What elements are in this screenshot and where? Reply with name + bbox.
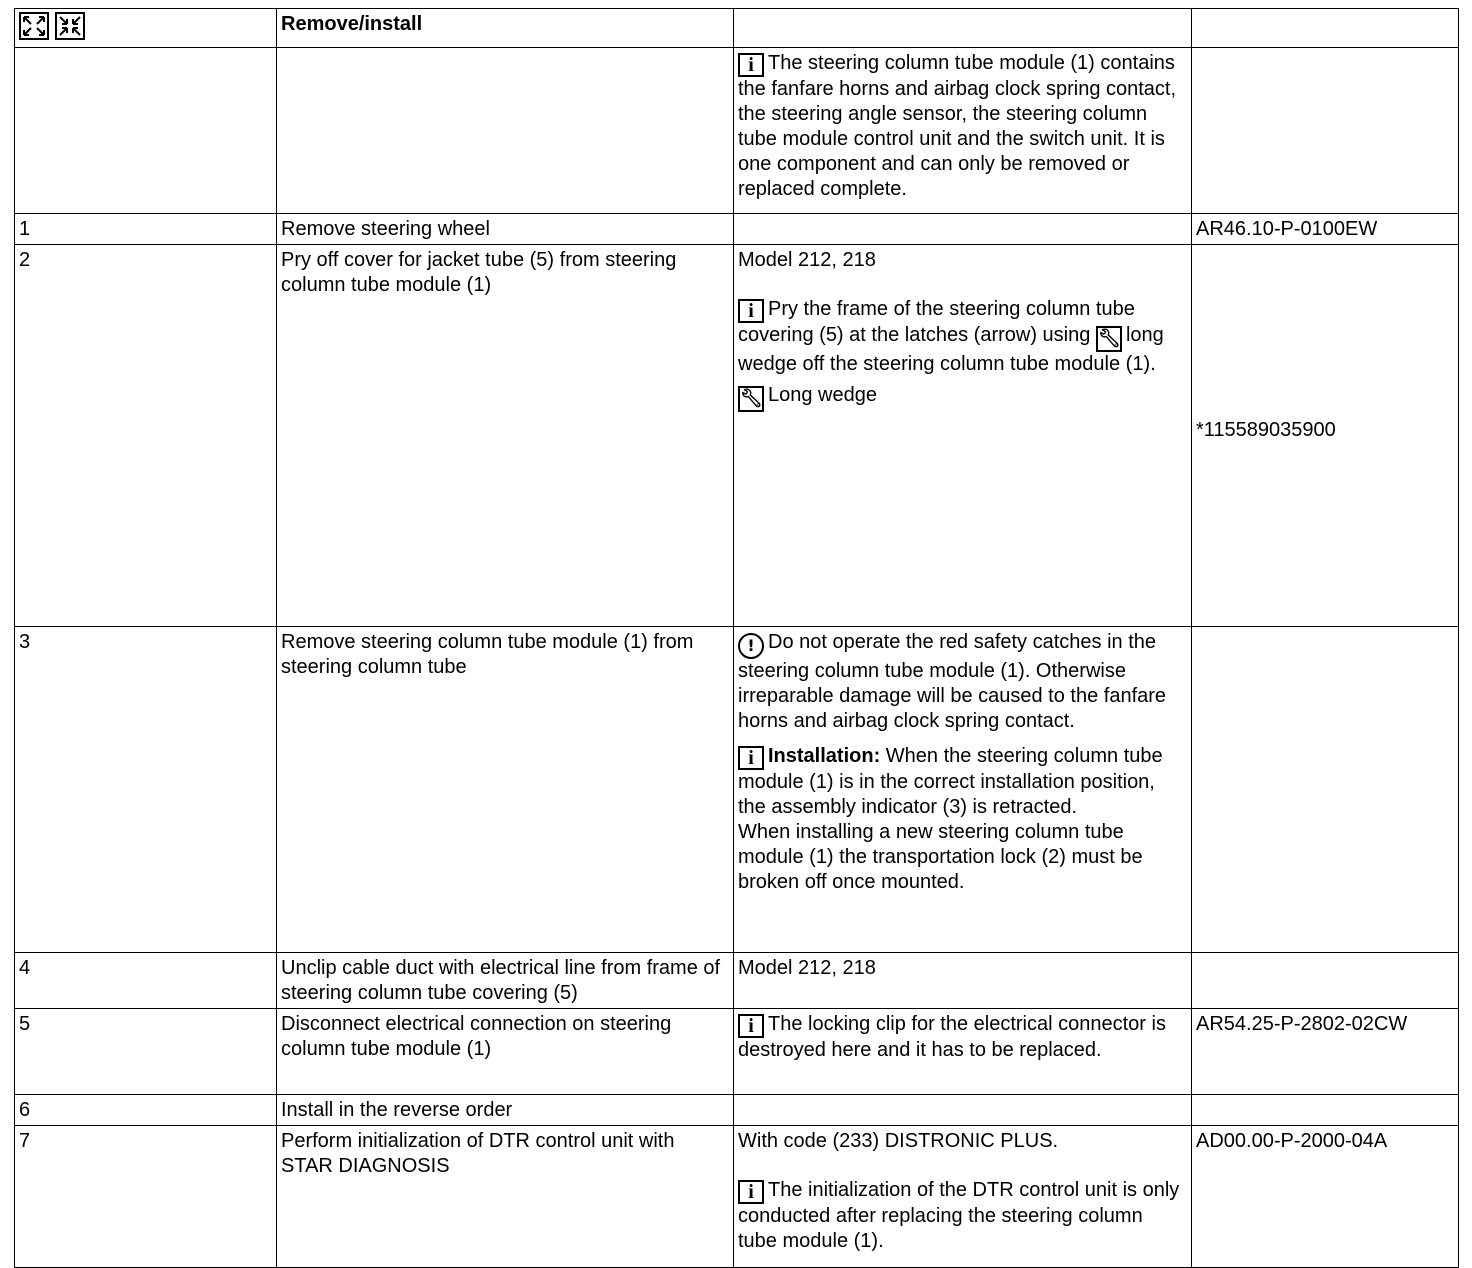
table-row (15, 1126, 1459, 1268)
warning-text: Do not operate the red safety catches in the steering column tube module (1). Otherwise irreparable damage will be caused to the fanfare horns and airbag clock spring contact. (738, 631, 1167, 732)
step-number: 1 (15, 214, 277, 245)
step-number: 6 (15, 1095, 277, 1126)
tool-label: Long wedge (768, 384, 877, 406)
header-icons-cell (15, 9, 277, 48)
step-reference-link[interactable]: AD00.00-P-2000-04A (1192, 1126, 1459, 1268)
collapse-icon[interactable] (55, 12, 85, 40)
step-reference-link[interactable]: AR46.10-P-0100EW (1192, 214, 1459, 245)
table-row (15, 953, 1459, 1009)
installation-text-2: When installing a new steering column tube module (1) the transportation lock (2) must be broken off once mounted. (738, 821, 1143, 893)
header-title-text: Remove/install (281, 13, 423, 35)
header-title (277, 9, 734, 48)
note-text: The initialization of the DTR control unit is only conducted after replacing the steering column tube module (1). (738, 1179, 1180, 1252)
header-row (15, 9, 1459, 48)
table-row (15, 1095, 1459, 1126)
wrench-tool-icon: 🔧︎ (1096, 326, 1122, 352)
step-notes (734, 1126, 1192, 1268)
installation-text: When the steering column tube module (1) is in the correct installation position, the assembly indicator (3) is retracted. (738, 745, 1163, 818)
step-action: Pry off cover for jacket tube (5) from steering column tube module (1) (277, 245, 734, 627)
info-icon: i (738, 299, 764, 323)
step-number: 2 (15, 245, 277, 627)
intro-row (15, 48, 1459, 214)
step-action: Remove steering column tube module (1) from steering column tube (277, 627, 734, 953)
step-number: 3 (15, 627, 277, 953)
procedure-table (14, 8, 1459, 1268)
step-notes (734, 627, 1192, 953)
header-empty-cell-3 (734, 9, 1192, 48)
warning-icon: ! (738, 633, 764, 659)
intro-note (734, 48, 1192, 214)
model-text: Model 212, 218 (738, 249, 876, 271)
step-reference-link[interactable]: AR54.25-P-2802-02CW (1192, 1009, 1459, 1095)
info-icon: i (738, 1180, 764, 1204)
step-number: 4 (15, 953, 277, 1009)
header-empty-cell-4 (1192, 9, 1459, 48)
intro-text: The steering column tube module (1) contains the fanfare horns and airbag clock spring contact, the steering angle sensor, the steering column tube module control unit and the switch unit. It is one component and can only be removed or replaced complete. (738, 52, 1177, 200)
step-notes (734, 1009, 1192, 1095)
step-number: 5 (15, 1009, 277, 1095)
step-number: 7 (15, 1126, 277, 1268)
table-row (15, 214, 1459, 245)
info-icon: i (738, 53, 764, 77)
step-action: Unclip cable duct with electrical line from frame of steering column tube covering (5) (277, 953, 734, 1009)
step-action: Perform initialization of DTR control unit with STAR DIAGNOSIS (277, 1126, 734, 1268)
expand-icon[interactable] (19, 12, 49, 40)
step-action: Remove steering wheel (277, 214, 734, 245)
code-text: With code (233) DISTRONIC PLUS. (738, 1130, 1059, 1152)
wrench-tool-icon: 🔧︎ (738, 386, 764, 412)
note-text-post: long wedge off the steering column tube module (1). (738, 324, 1164, 375)
note-text: The locking clip for the electrical connector is destroyed here and it has to be replaced. (738, 1013, 1166, 1061)
table-row (15, 245, 1459, 627)
model-text: Model 212, 218 (734, 953, 1192, 1009)
step-reference-link[interactable]: *115589035900 (1192, 245, 1459, 627)
step-action: Disconnect electrical connection on steering column tube module (1) (277, 1009, 734, 1095)
note-text-pre: Pry the frame of the steering column tube covering (5) at the latches (arrow) using (738, 298, 1135, 346)
installation-label: Installation: (768, 745, 881, 767)
step-action: Install in the reverse order (277, 1095, 734, 1126)
info-icon: i (738, 746, 764, 770)
table-row (15, 1009, 1459, 1095)
table-row (15, 627, 1459, 953)
step-notes (734, 245, 1192, 627)
info-icon: i (738, 1014, 764, 1038)
